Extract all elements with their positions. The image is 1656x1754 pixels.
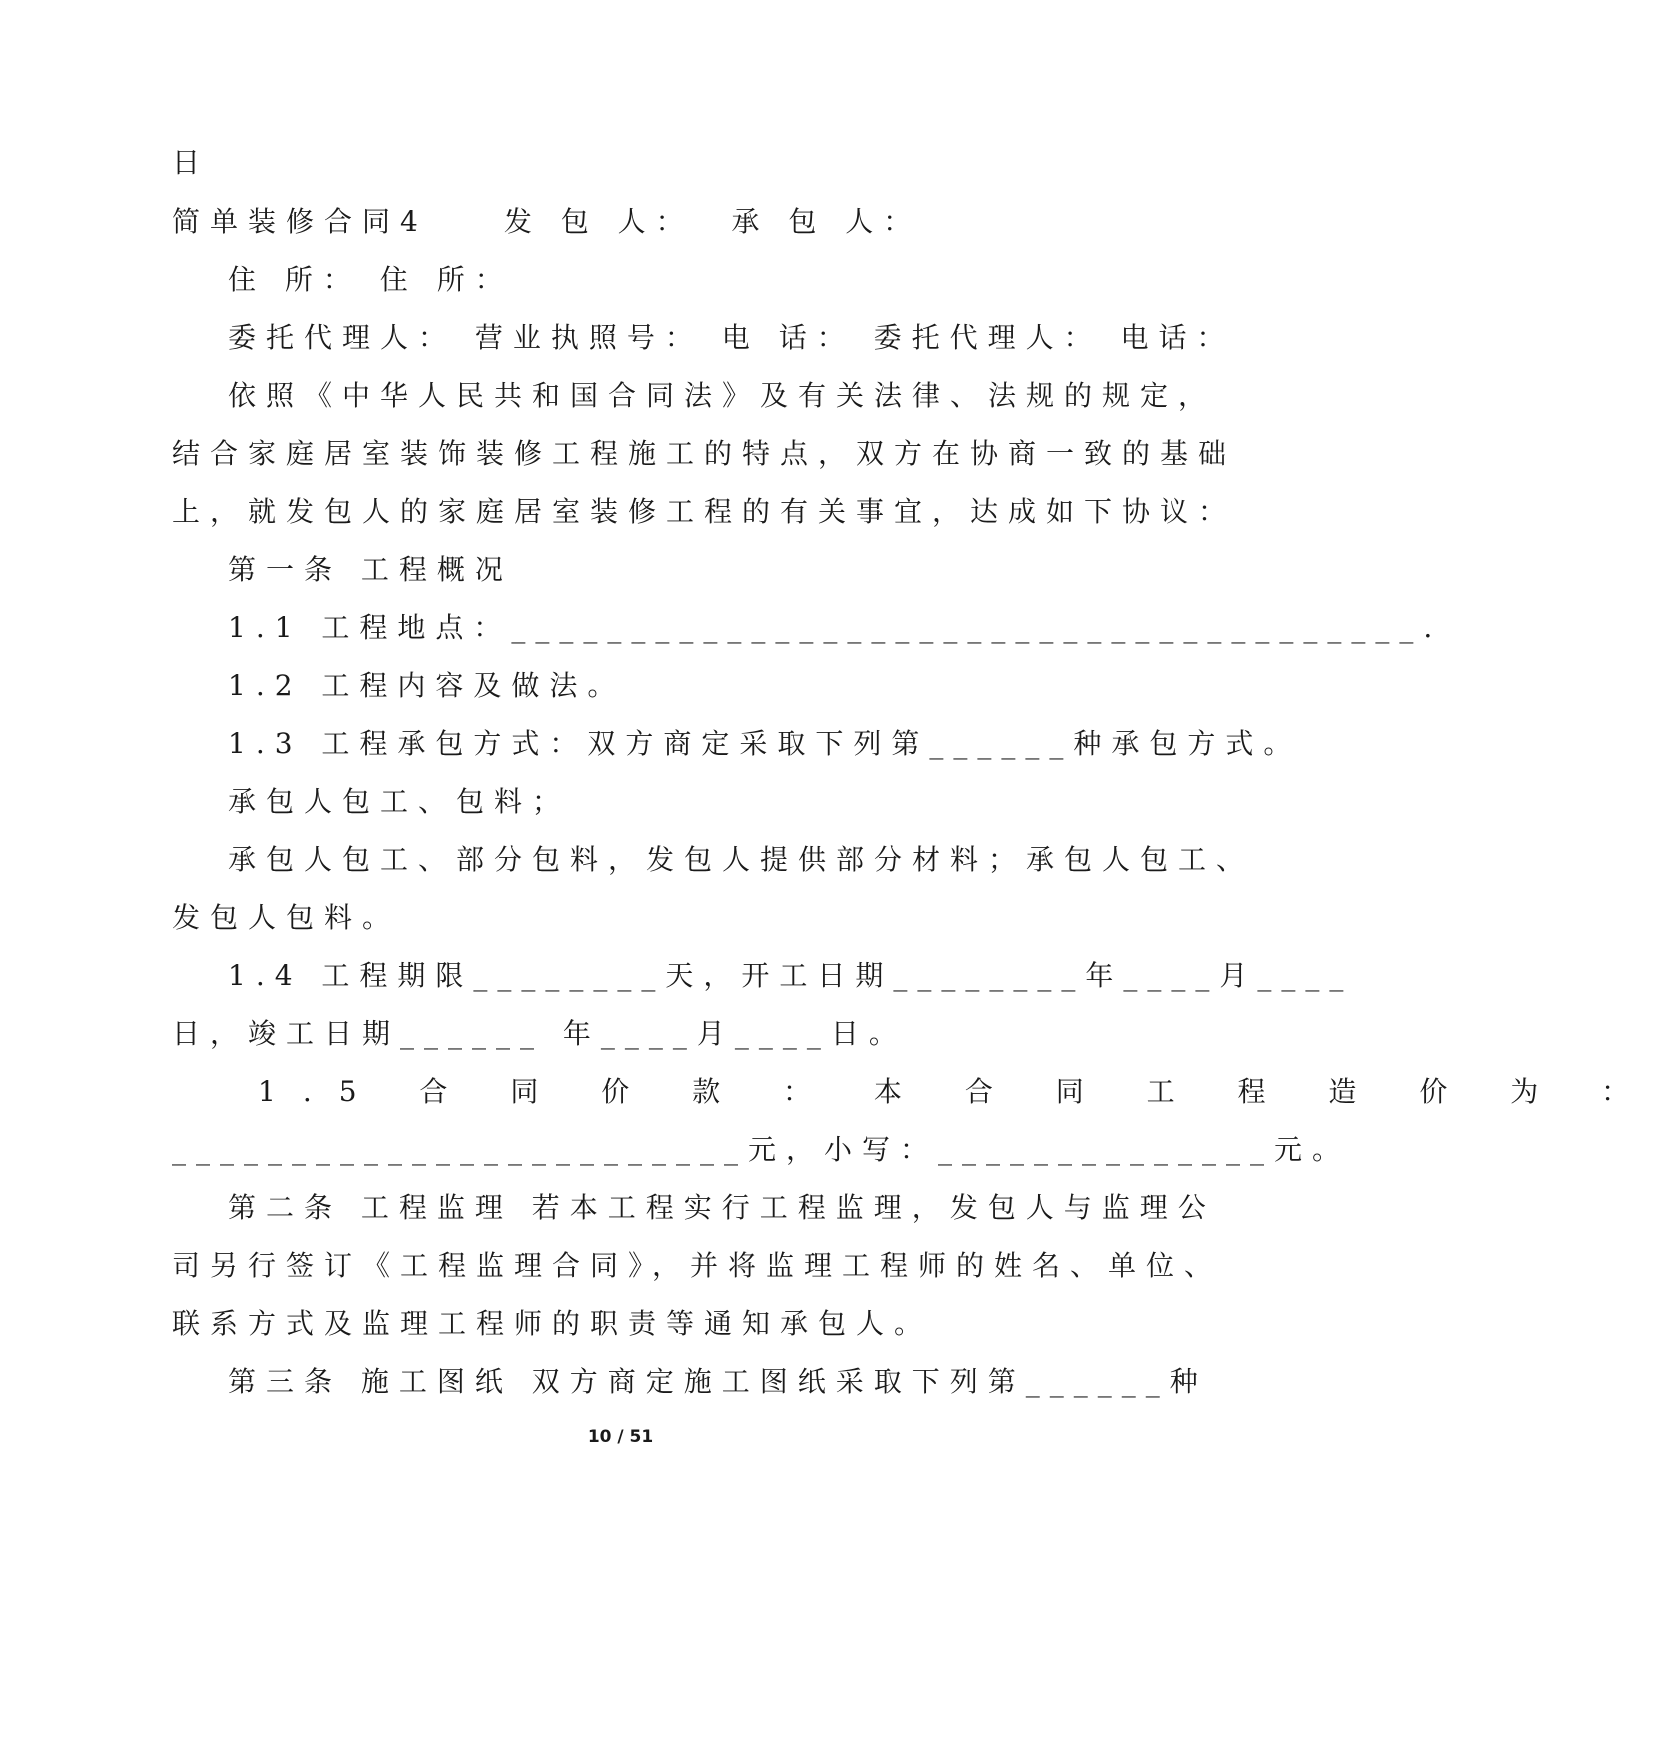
text-line: 住 所： 住 所： (228, 263, 513, 296)
text-line: 1.2 工程内容及做法。 (228, 669, 626, 702)
section-heading: 第一条 工程概况 (228, 553, 513, 586)
text-line: 简单装修合同4 发 包 人： 承 包 人： (172, 205, 922, 238)
text-line: 1.1 工程地点：______________________________________. (228, 611, 1443, 644)
text-line: 依照《中华人民共和国合同法》及有关法律、法规的规定， (228, 379, 1217, 412)
text-line: 上，就发包人的家庭居室装修工程的有关事宜，达成如下协议： (172, 495, 1237, 528)
text-line: 司另行签订《工程监理合同》，并将监理工程师的姓名、单位、 (172, 1249, 1223, 1282)
text-line: 承包人包工、包料； (228, 785, 571, 818)
text-line: 1.5 合 同 价 款 ： 本 合 同 工 程 造 价 为 ： (258, 1075, 1656, 1108)
text-line: 日，竣工日期______ 年____月____日。 (172, 1017, 907, 1050)
page-number: 10 / 51 (587, 1427, 654, 1447)
text-line: 1.4 工程期限________天，开工日期________年____月____ (228, 959, 1354, 992)
text-line: 发包人包料。 (172, 901, 401, 934)
text-line: ________________________元，小写：______________元。 (172, 1133, 1351, 1166)
text-line: 联系方式及监理工程师的职责等通知承包人。 (172, 1307, 933, 1340)
text-line: 日 (172, 146, 201, 179)
text-line: 委托代理人： 营业执照号： 电 话： 委托代理人： 电话： (228, 321, 1235, 354)
section-heading: 第二条 工程监理 若本工程实行工程监理，发包人与监理公 (228, 1191, 1216, 1224)
text-line: 结合家庭居室装饰装修工程施工的特点，双方在协商一致的基础 (172, 437, 1237, 470)
section-heading: 第三条 施工图纸 双方商定施工图纸采取下列第______种 (228, 1365, 1208, 1398)
text-line: 1.3 工程承包方式：双方商定采取下列第______种承包方式。 (228, 727, 1302, 760)
text-line: 承包人包工、部分包料，发包人提供部分材料；承包人包工、 (228, 843, 1255, 876)
